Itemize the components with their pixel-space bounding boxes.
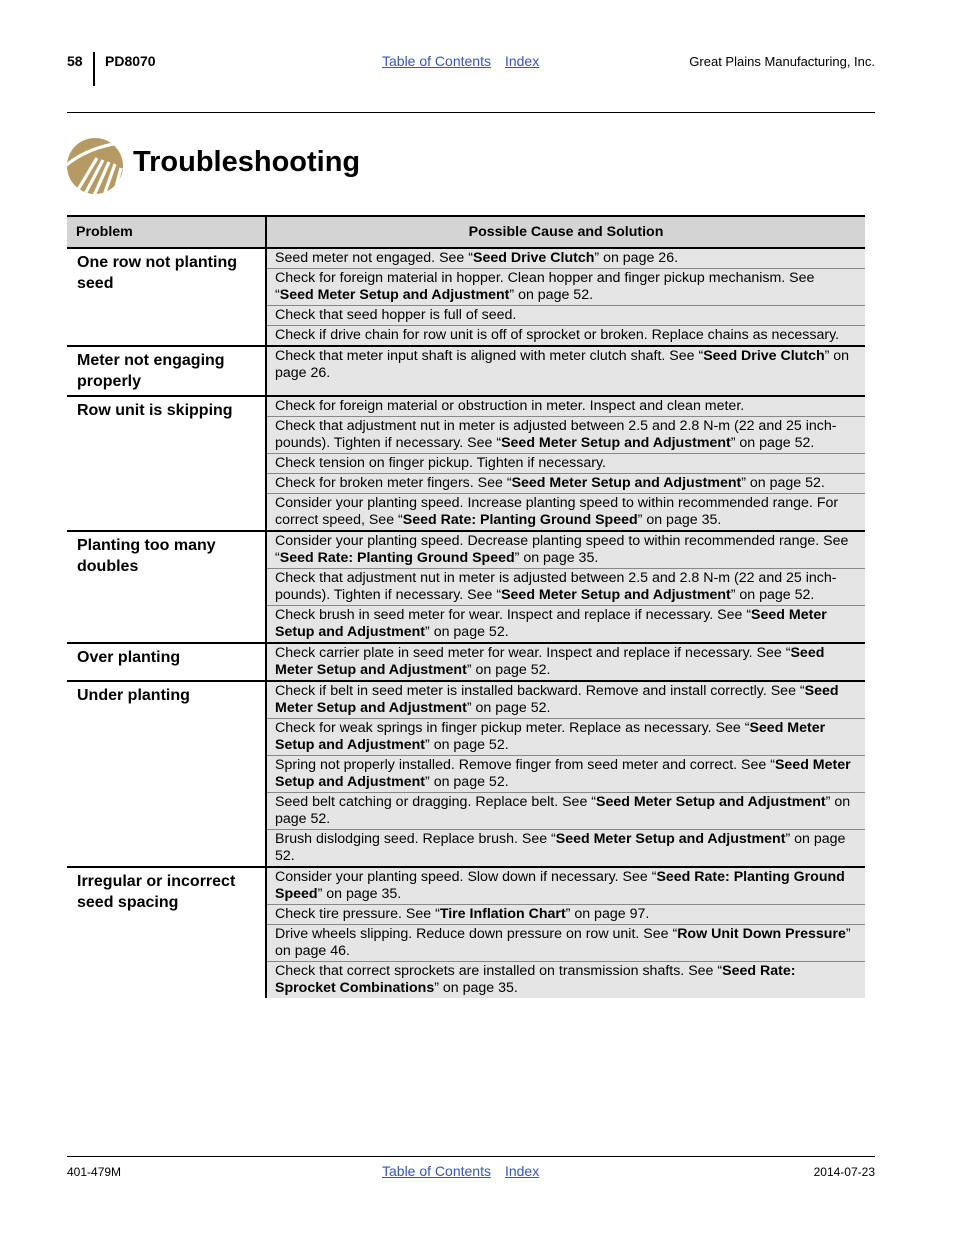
solution-cell: Check tension on finger pickup. Tighten if necessary. [266,454,865,474]
solution-cell: Check for foreign material or obstruction in meter. Inspect and clean meter. [266,396,865,417]
solution-cell: Seed belt catching or dragging. Replace belt. See “Seed Meter Setup and Adjustment” on page 52. [266,793,865,830]
header-rule [67,112,875,113]
table-row [67,531,865,569]
problem-cell: Meter not engaging properly [67,346,266,396]
table-row [67,248,865,269]
footer-toc-link[interactable]: Table of Contents [382,1163,491,1179]
problem-cell: Row unit is skipping [67,396,266,531]
solution-cell: Check for weak springs in finger pickup meter. Replace as necessary. See “Seed Meter Setup and Adjustment” on page 52. [266,719,865,756]
revision-date: 2014-07-23 [813,1165,875,1179]
table-body [67,248,865,998]
solution-cell: Check that correct sprockets are installed on transmission shafts. See “Seed Rate: Sprocket Combinations” on page 35. [266,962,865,999]
table-row [67,681,865,719]
footer-links [382,1163,553,1179]
solution-cell: Check that adjustment nut in meter is adjusted between 2.5 and 2.8 N-m (22 and 25 inch-pounds). Tighten if necessary. See “Seed Meter Setup and Adjustment” on page 52. [266,569,865,606]
solution-cell: Check carrier plate in seed meter for wear. Inspect and replace if necessary. See “Seed Meter Setup and Adjustment” on page 52. [266,643,865,681]
great-plains-logo-icon [67,138,123,194]
table-row [67,346,865,396]
problem-cell: One row not planting seed [67,248,266,346]
header-divider [93,52,95,86]
solution-cell: Seed meter not engaged. See “Seed Drive Clutch” on page 26. [266,248,865,269]
index-link[interactable]: Index [504,53,540,69]
solution-cell: Check if drive chain for row unit is off of sprocket or broken. Replace chains as necessary. [266,326,865,347]
solution-cell: Brush dislodging seed. Replace brush. See “Seed Meter Setup and Adjustment” on page 52. [266,830,865,868]
problem-cell: Under planting [67,681,266,867]
table-row [67,643,865,681]
footer-rule [67,1156,875,1157]
solution-cell: Consider your planting speed. Decrease planting speed to within recommended range. See “Seed Rate: Planting Ground Speed” on page 35. [266,531,865,569]
table-row [67,396,865,417]
toc-link[interactable]: Table of Contents [382,53,491,69]
problem-cell: Over planting [67,643,266,681]
solution-cell: Drive wheels slipping. Reduce down pressure on row unit. See “Row Unit Down Pressure” on page 46. [266,925,865,962]
solution-cell: Check for broken meter fingers. See “Seed Meter Setup and Adjustment” on page 52. [266,474,865,494]
page-title: Troubleshooting [133,146,361,178]
solution-cell: Check that meter input shaft is aligned with meter clutch shaft. See “Seed Drive Clutch” on page 26. [266,346,865,396]
troubleshooting-table [67,215,865,998]
column-header-problem: Problem [67,216,266,248]
solution-cell: Check that adjustment nut in meter is adjusted between 2.5 and 2.8 N-m (22 and 25 inch-pounds). Tighten if necessary. See “Seed Meter Setup and Adjustment” on page 52. [266,417,865,454]
header-links [382,53,553,69]
problem-cell: Planting too many doubles [67,531,266,643]
company-name: Great Plains Manufacturing, Inc. [689,54,875,69]
page-number: 58 [67,53,83,69]
problem-cell: Irregular or incorrect seed spacing [67,867,266,998]
solution-cell: Check brush in seed meter for wear. Inspect and replace if necessary. See “Seed Meter Setup and Adjustment” on page 52. [266,606,865,644]
table-row [67,867,865,905]
solution-cell: Check for foreign material in hopper. Clean hopper and finger pickup mechanism. See “Seed Meter Setup and Adjustment” on page 52. [266,269,865,306]
column-header-solution: Possible Cause and Solution [266,216,865,248]
solution-cell: Check if belt in seed meter is installed backward. Remove and install correctly. See “Seed Meter Setup and Adjustment” on page 52. [266,681,865,719]
doc-code: PD8070 [105,53,156,69]
solution-cell: Consider your planting speed. Slow down if necessary. See “Seed Rate: Planting Ground Speed” on page 35. [266,867,865,905]
solution-cell: Spring not properly installed. Remove finger from seed meter and correct. See “Seed Meter Setup and Adjustment” on page 52. [266,756,865,793]
page-header [0,52,954,92]
footer-index-link[interactable]: Index [504,1163,540,1179]
solution-cell: Check that seed hopper is full of seed. [266,306,865,326]
solution-cell: Check tire pressure. See “Tire Inflation Chart” on page 97. [266,905,865,925]
solution-cell: Consider your planting speed. Increase planting speed to within recommended range. For correct speed, See “Seed Rate: Planting Ground Speed” on page 35. [266,494,865,532]
part-number: 401-479M [67,1165,122,1179]
